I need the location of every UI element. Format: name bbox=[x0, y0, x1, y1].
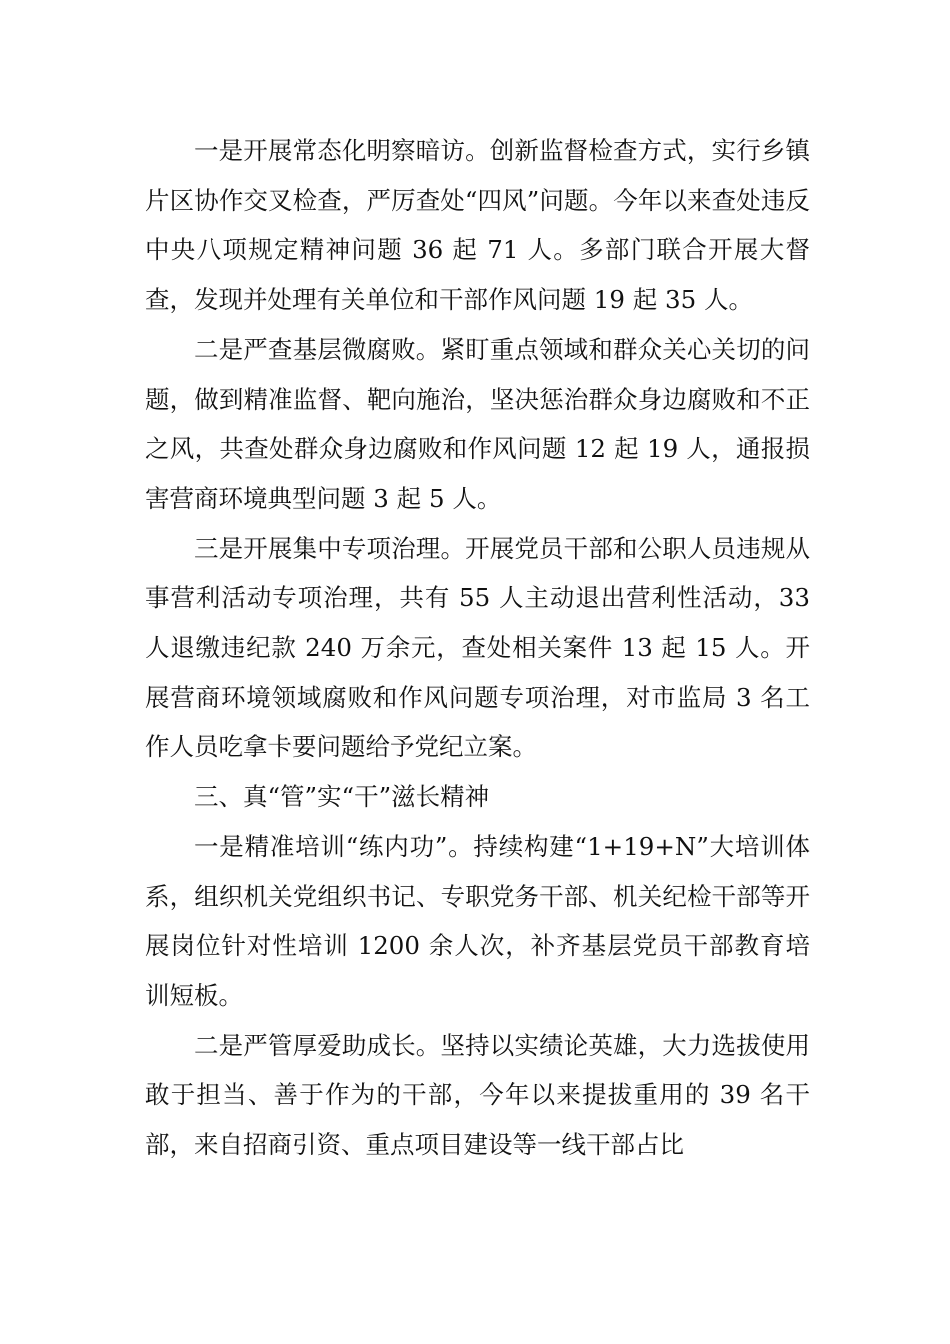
document-body bbox=[145, 126, 810, 1170]
paragraph-cadre-growth: 二是严管厚爱助成长。坚持以实绩论英雄，大力选拔使用敢于担当、善于作为的干部，今年以来提拔重用的 39 名干部，来自招商引资、重点项目建设等一线干部占比 bbox=[145, 1030, 810, 1160]
paragraph-training: 一是精准培训“练内功”。持续构建“1+19+N”大培训体系，组织机关党组织书记、专职党务干部、机关纪检干部等开展岗位针对性培训 1200 余人次，补齐基层党员干部教育培训短板。 bbox=[145, 831, 810, 1010]
paragraph-special-governance: 三是开展集中专项治理。开展党员干部和公职人员违规从事营利活动专项治理，共有 55 人主动退出营利性活动，33 人退缴违纪款 240 万余元，查处相关案件 13 起 15 人。开展营商环境领域腐败和作风问题专项治理，对市监局 3 名工作人员吃拿卡要问题给予党纪立案。 bbox=[145, 533, 810, 762]
section-heading: 三、真“管”实“干”滋长精神 bbox=[194, 782, 490, 812]
paragraph-inspection: 一是开展常态化明察暗访。创新监督检查方式，实行乡镇片区协作交叉检查，严厉查处“四风”问题。今年以来查处违反中央八项规定精神问题 36 起 71 人。多部门联合开展大督查，发现并处理有关单位和干部作风问题 19 起 35 人。 bbox=[145, 136, 810, 315]
paragraph-micro-corruption: 二是严查基层微腐败。紧盯重点领域和群众关心关切的问题，做到精准监督、靶向施治，坚决惩治群众身边腐败和不正之风，共查处群众身边腐败和作风问题 12 起 19 人，通报损害营商环境典型问题 3 起 5 人。 bbox=[145, 334, 810, 513]
